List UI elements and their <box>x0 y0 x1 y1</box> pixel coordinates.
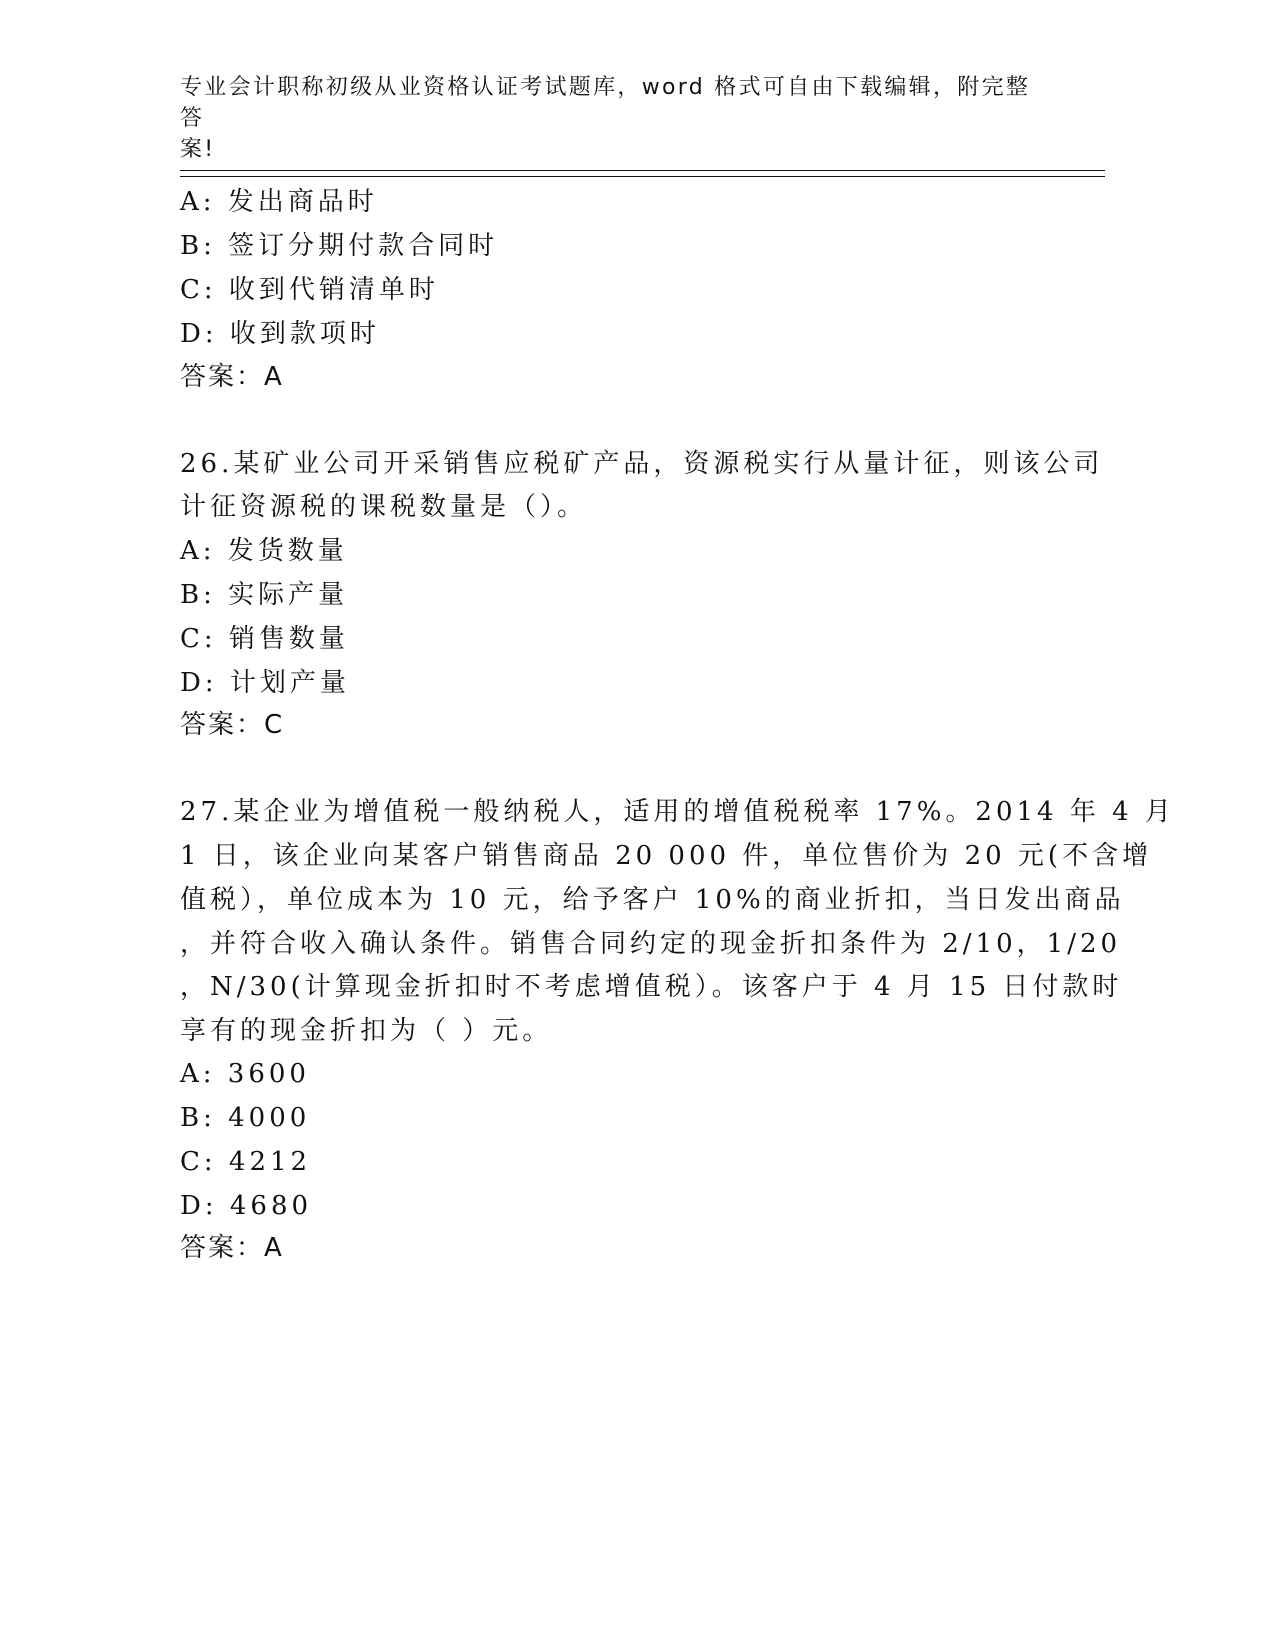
q27-stem-line-2: 1 日，该企业向某客户销售商品 20 000 件，单位售价为 20 元(不含增 <box>180 841 1153 871</box>
q27-stem-line-3: 值税），单位成本为 10 元，给予客户 10%的商业折扣，当日发出商品 <box>180 885 1125 915</box>
q26-option-d: D: 计划产量 <box>180 668 350 698</box>
q25-option-b: B: 签订分期付款合同时 <box>180 231 499 261</box>
header-line-1: 专业会计职称初级从业资格认证考试题库，word 格式可自由下载编辑，附完整答 <box>180 75 1031 131</box>
q27-option-b: B: 4000 <box>180 1103 311 1133</box>
q25-answer: 答案：A <box>180 362 284 392</box>
q27-option-a: A: 3600 <box>180 1059 310 1089</box>
q26-answer: 答案：C <box>180 710 285 740</box>
q27-option-d: D: 4680 <box>180 1191 313 1221</box>
document-header <box>180 72 1040 165</box>
q27-stem-line-5: ，N/30(计算现金折扣时不考虑增值税）。该客户于 4 月 15 日付款时 <box>180 972 1123 1002</box>
q26-option-b: B: 实际产量 <box>180 580 349 610</box>
header-divider-top <box>180 170 1105 171</box>
q27-stem-line-1: 27.某企业为增值税一般纳税人，适用的增值税税率 17%。2014 年 4 月 <box>180 797 1175 827</box>
q26-option-c: C: 销售数量 <box>180 624 349 654</box>
q25-option-a: A: 发出商品时 <box>180 187 378 217</box>
q27-stem-line-4: ，并符合收入确认条件。销售合同约定的现金折扣条件为 2/10，1/20 <box>180 929 1122 959</box>
q27-answer: 答案：A <box>180 1233 284 1263</box>
header-divider-bottom <box>180 176 1105 177</box>
q26-stem-line-2: 计征资源税的课税数量是（）。 <box>180 492 588 522</box>
q27-option-c: C: 4212 <box>180 1147 312 1177</box>
q26-option-a: A: 发货数量 <box>180 536 348 566</box>
q25-option-c: C: 收到代销清单时 <box>180 275 439 305</box>
q25-option-d: D: 收到款项时 <box>180 319 380 349</box>
q27-stem-line-6: 享有的现金折扣为（ ）元。 <box>180 1016 553 1046</box>
header-line-2: 案! <box>180 137 216 162</box>
q26-stem-line-1: 26.某矿业公司开采销售应税矿产品，资源税实行从量计征，则该公司 <box>180 449 1104 479</box>
